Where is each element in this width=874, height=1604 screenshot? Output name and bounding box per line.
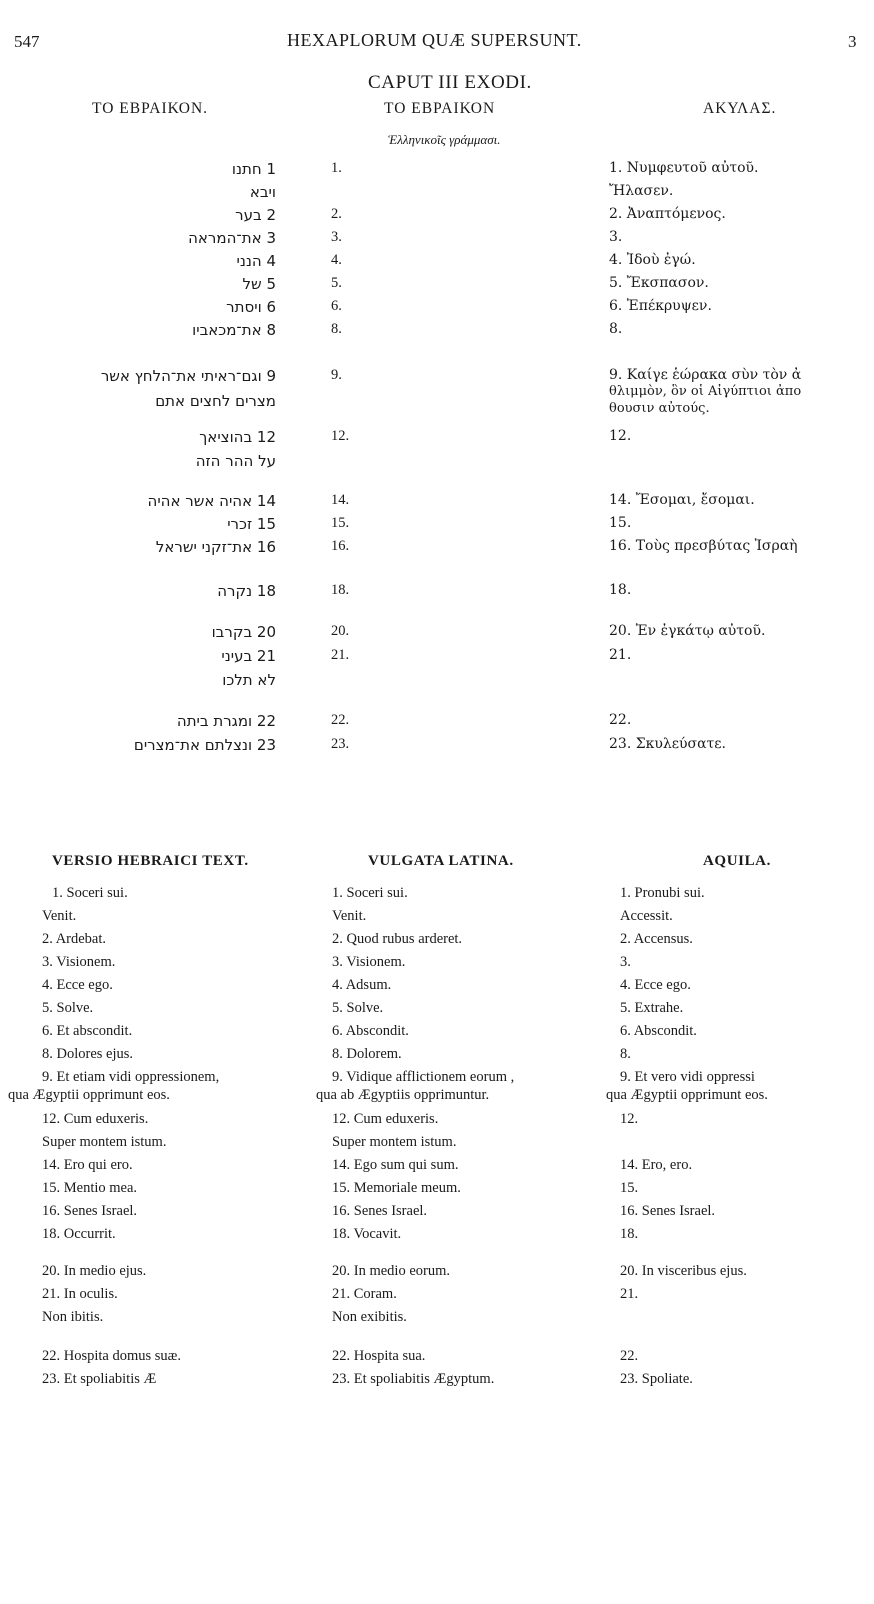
- vulgata-line: Non exibitis.: [332, 1309, 407, 1325]
- aquila-latin-line: 18.: [620, 1226, 639, 1242]
- versio-line: 21. In oculis.: [42, 1286, 118, 1302]
- header-hebrew-greek: ΤΟ ΕΒΡΑΙΚΟΝ: [384, 100, 496, 117]
- page-number-left: 547: [14, 32, 40, 51]
- vulgata-line: 14. Ego sum qui sum.: [332, 1157, 459, 1173]
- versio-line: 12. Cum eduxeris.: [42, 1111, 149, 1127]
- versio-line: 18. Occurrit.: [42, 1226, 116, 1242]
- versio-line: 8. Dolores ejus.: [42, 1046, 134, 1062]
- vulgata-line: 9. Vidique afflictionem eorum ,: [332, 1069, 515, 1085]
- hebrew-line: 5 של: [242, 275, 276, 293]
- versio-line: 9. Et etiam vidi oppressionem,: [42, 1069, 220, 1085]
- verse-number: 20.: [331, 623, 350, 639]
- verse-number: 23.: [331, 736, 350, 752]
- aquila-latin-line: 9. Et vero vidi oppressi: [620, 1069, 755, 1085]
- hebrew-line: 23 ונצלתם את־מצרים: [133, 736, 276, 754]
- versio-line: 14. Ero qui ero.: [42, 1157, 133, 1173]
- aquila-greek-line: 23. Σκυλεύσατε.: [609, 736, 726, 752]
- vulgata-line: 5. Solve.: [332, 1000, 384, 1016]
- aquila-greek-line: 14. Ἔσομαι, ἔσομαι.: [609, 492, 755, 508]
- versio-line: 6. Et abscondit.: [42, 1023, 133, 1039]
- hebrew-line: 18 נקרה: [217, 582, 276, 600]
- vulgata-line: 4. Adsum.: [332, 977, 392, 993]
- aquila-latin-line: 22.: [620, 1348, 639, 1364]
- hebrew-line: 15 זכרי: [227, 515, 276, 533]
- vulgata-line: 16. Senes Israel.: [332, 1203, 428, 1219]
- aquila-greek-line: 1. Νυμφευτοῦ αὐτοῦ.: [609, 160, 759, 176]
- hebrew-line: 2 בער: [235, 206, 276, 224]
- hebrew-line: 4 הנני: [236, 252, 276, 270]
- vulgata-line: Super montem istum.: [332, 1134, 457, 1150]
- aquila-latin-line: 1. Pronubi sui.: [620, 885, 705, 901]
- aquila-latin-line: 5. Extrahe.: [620, 1000, 684, 1016]
- hebrew-line: 8 את־מכאביו: [192, 321, 276, 339]
- verse-number: 15.: [331, 515, 350, 531]
- versio-line: 3. Visionem.: [42, 954, 116, 970]
- vulgata-line: 15. Memoriale meum.: [332, 1180, 461, 1196]
- hebrew-line: 14 אהיה אשר אהיה: [147, 492, 276, 510]
- aquila-greek-line: 18.: [609, 582, 632, 598]
- aquila-latin-line: 4. Ecce ego.: [620, 977, 691, 993]
- aquila-greek-line: 4. Ἰδοὺ ἐγώ.: [609, 252, 696, 268]
- vulgata-line: 3. Visionem.: [332, 954, 406, 970]
- chapter-title: CAPUT III EXODI.: [368, 72, 532, 93]
- versio-line: Non ibitis.: [42, 1309, 104, 1325]
- header-hebrew: ΤΟ ΕΒΡΑΙΚΟΝ.: [92, 100, 209, 117]
- aquila-latin-line: 23. Spoliate.: [620, 1371, 693, 1387]
- verse-number: 16.: [331, 538, 350, 554]
- verse-number: 18.: [331, 582, 350, 598]
- aquila-latin-line: qua Ægyptii opprimunt eos.: [606, 1087, 768, 1103]
- verse-number: 8.: [331, 321, 342, 337]
- vulgata-line: 2. Quod rubus arderet.: [332, 931, 463, 947]
- versio-line: 15. Mentio mea.: [42, 1180, 138, 1196]
- verse-number: 12.: [331, 428, 350, 444]
- hebrew-line: 20 בקרבו: [211, 623, 276, 641]
- aquila-latin-line: 20. In visceribus ejus.: [620, 1263, 747, 1279]
- header-vulgata: VULGATA LATINA.: [368, 853, 514, 869]
- subheader-greek-letters: Ἑλληνικοῖς γράμμασι.: [388, 132, 501, 147]
- verse-number: 4.: [331, 252, 342, 268]
- aquila-latin-line: 15.: [620, 1180, 639, 1196]
- verse-number: 3.: [331, 229, 342, 245]
- aquila-greek-line: 12.: [609, 428, 632, 444]
- hebrew-line: 1 חתנו: [231, 160, 276, 178]
- verse-number: 6.: [331, 298, 342, 314]
- versio-line: 16. Senes Israel.: [42, 1203, 138, 1219]
- hebrew-line: 22 ומגרת ביתה: [176, 712, 276, 730]
- hebrew-line: לא תלכו: [222, 671, 276, 689]
- verse-number: 21.: [331, 647, 350, 663]
- aquila-greek-line: 15.: [609, 515, 632, 531]
- aquila-greek-line: θουσιν αὐτούς.: [609, 401, 710, 416]
- aquila-greek-line: θλιμμὸν, ὃν οἱ Αἰγύπτιοι ἀπο: [609, 384, 802, 399]
- versio-line: 20. In medio ejus.: [42, 1263, 147, 1279]
- verse-number: 9.: [331, 367, 342, 383]
- verse-number: 1.: [331, 160, 342, 176]
- hebrew-line: 3 את־המראה: [188, 229, 276, 247]
- header-versio: VERSIO HEBRAICI TEXT.: [52, 853, 249, 869]
- vulgata-line: 18. Vocavit.: [332, 1226, 402, 1242]
- vulgata-line: 1. Soceri sui.: [332, 885, 408, 901]
- running-title: HEXAPLORUM QUÆ SUPERSUNT.: [287, 30, 582, 50]
- versio-line: 2. Ardebat.: [42, 931, 107, 947]
- versio-line: qua Ægyptii opprimunt eos.: [8, 1087, 170, 1103]
- versio-line: 5. Solve.: [42, 1000, 94, 1016]
- aquila-latin-line: 16. Senes Israel.: [620, 1203, 716, 1219]
- hebrew-line: 16 את־זקני ישראל: [155, 538, 276, 556]
- vulgata-line: qua ab Ægyptiis opprimuntur.: [316, 1087, 490, 1103]
- versio-line: 23. Et spoliabitis Æ: [42, 1371, 157, 1387]
- hebrew-line: 21 בעיני: [221, 647, 276, 665]
- versio-line: 22. Hospita domus suæ.: [42, 1348, 181, 1364]
- header-aquila-latin: AQUILA.: [703, 853, 771, 869]
- aquila-latin-line: 8.: [620, 1046, 631, 1062]
- aquila-greek-line: 2. Ἀναπτόμενος.: [609, 206, 726, 222]
- hebrew-line: 6 ויסתר: [226, 298, 276, 316]
- aquila-latin-line: 14. Ero, ero.: [620, 1157, 693, 1173]
- aquila-greek-line: 3.: [609, 229, 623, 245]
- vulgata-line: Venit.: [332, 908, 367, 924]
- vulgata-line: 22. Hospita sua.: [332, 1348, 426, 1364]
- aquila-greek-line: Ἤλασεν.: [609, 183, 674, 199]
- aquila-greek-line: 6. Ἐπέκρυψεν.: [609, 298, 712, 314]
- aquila-greek-line: 20. Ἐν ἐγκάτῳ αὐτοῦ.: [609, 623, 766, 639]
- aquila-greek-line: 5. Ἔκσπασον.: [609, 275, 709, 291]
- hebrew-line: מצרים לחצים אתם: [155, 392, 276, 410]
- aquila-latin-line: 3.: [620, 954, 631, 970]
- hebrew-line: ויבא: [249, 183, 276, 201]
- versio-line: Venit.: [42, 908, 77, 924]
- hebrew-line: 12 בהוציאך: [199, 428, 276, 446]
- aquila-latin-line: 12.: [620, 1111, 639, 1127]
- vulgata-line: 23. Et spoliabitis Ægyptum.: [332, 1371, 495, 1387]
- page-number-right: 3: [848, 32, 857, 51]
- aquila-latin-line: 2. Accensus.: [620, 931, 693, 947]
- verse-number: 2.: [331, 206, 342, 222]
- header-aquila-greek: ΑΚΥΛΑΣ.: [703, 100, 777, 117]
- verse-number: 14.: [331, 492, 350, 508]
- aquila-latin-line: 21.: [620, 1286, 639, 1302]
- vulgata-line: 20. In medio eorum.: [332, 1263, 450, 1279]
- verse-number: 5.: [331, 275, 342, 291]
- vulgata-line: 12. Cum eduxeris.: [332, 1111, 439, 1127]
- aquila-greek-line: 16. Τοὺς πρεσβύτας Ἰσραὴ: [609, 538, 798, 554]
- aquila-latin-line: Accessit.: [620, 908, 673, 924]
- vulgata-line: 6. Abscondit.: [332, 1023, 409, 1039]
- hebrew-line: על ההר הזה: [195, 452, 276, 470]
- aquila-latin-line: 6. Abscondit.: [620, 1023, 697, 1039]
- versio-line: Super montem istum.: [42, 1134, 167, 1150]
- versio-line: 1. Soceri sui.: [52, 885, 128, 901]
- aquila-greek-line: 8.: [609, 321, 623, 337]
- aquila-greek-line: 21.: [609, 647, 632, 663]
- aquila-greek-line: 9. Καίγε ἑώρακα σὺν τὸν ἀ: [609, 367, 802, 383]
- versio-line: 4. Ecce ego.: [42, 977, 113, 993]
- vulgata-line: 21. Coram.: [332, 1286, 397, 1302]
- verse-number: 22.: [331, 712, 350, 728]
- aquila-greek-line: 22.: [609, 712, 632, 728]
- hebrew-line: 9 וגם־ראיתי את־הלחץ אשר: [100, 367, 276, 385]
- vulgata-line: 8. Dolorem.: [332, 1046, 402, 1062]
